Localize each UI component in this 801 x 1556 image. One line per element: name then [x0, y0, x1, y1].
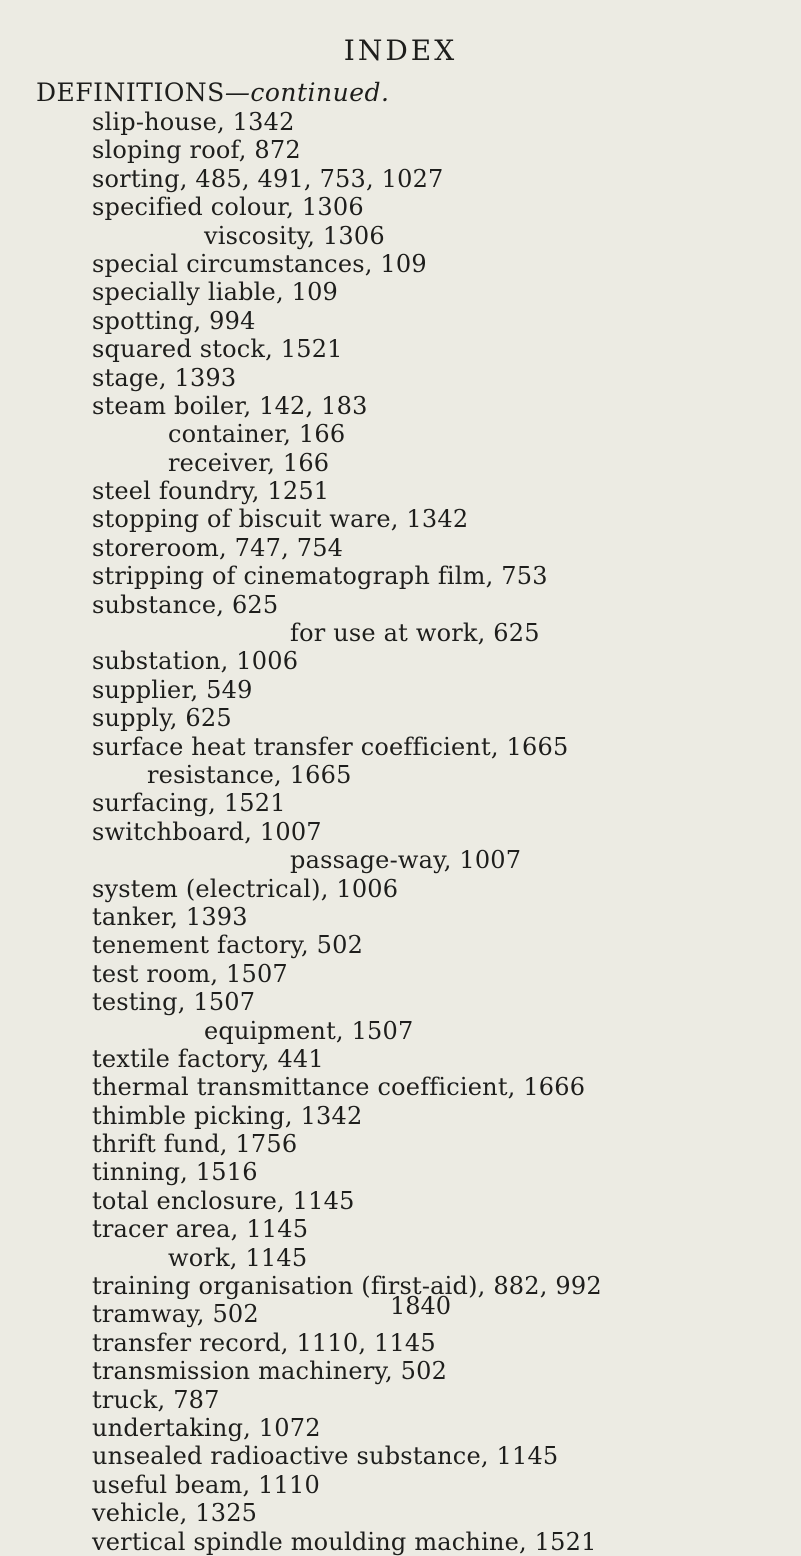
index-entry: container, 166	[168, 420, 346, 449]
index-entry: resistance, 1665	[147, 760, 352, 789]
index-entry: substance, 625	[92, 590, 279, 619]
index-entry: surfacing, 1521	[92, 789, 286, 818]
index-entry: stripping of cinematograph film, 753	[92, 562, 548, 591]
index-entry: equipment, 1507	[204, 1016, 414, 1045]
index-entry: truck, 787	[92, 1385, 220, 1414]
index-entry: tramway, 502	[92, 1300, 259, 1329]
section-continued: —continued.	[224, 78, 390, 107]
index-entry: squared stock, 1521	[92, 335, 343, 364]
index-entry: vertical spindle moulding machine, 1521	[92, 1527, 597, 1556]
index-entry: for use at work, 625	[290, 619, 540, 648]
index-entry: thermal transmittance coefficient, 1666	[92, 1073, 586, 1102]
index-entry: steam boiler, 142, 183	[92, 391, 368, 420]
index-entry: test room, 1507	[92, 959, 288, 988]
index-entry: work, 1145	[168, 1243, 308, 1272]
index-entry: stopping of biscuit ware, 1342	[92, 505, 469, 534]
index-entry: vehicle, 1325	[92, 1499, 258, 1528]
index-entry: tanker, 1393	[92, 902, 248, 931]
index-entries	[92, 108, 792, 1556]
index-entry: transmission machinery, 502	[92, 1357, 448, 1386]
index-entry: tenement factory, 502	[92, 931, 364, 960]
index-entry: viscosity, 1306	[204, 221, 385, 250]
page-header: INDEX	[343, 34, 458, 67]
index-entry: transfer record, 1110, 1145	[92, 1328, 436, 1357]
section-title: DEFINITIONS	[36, 78, 225, 107]
page-number: 1840	[389, 1292, 452, 1320]
index-entry: undertaking, 1072	[92, 1413, 321, 1442]
index-entry: specially liable, 109	[92, 278, 339, 307]
index-entry: surface heat transfer coefficient, 1665	[92, 732, 569, 761]
index-entry: textile factory, 441	[92, 1044, 324, 1073]
index-entry: steel foundry, 1251	[92, 477, 330, 506]
index-entry: spotting, 994	[92, 306, 256, 335]
index-entry: total enclosure, 1145	[92, 1186, 355, 1215]
index-entry: passage-way, 1007	[290, 846, 522, 875]
index-entry: testing, 1507	[92, 988, 256, 1017]
index-entry: useful beam, 1110	[92, 1470, 320, 1499]
index-entry: supply, 625	[92, 704, 232, 733]
index-entry: tinning, 1516	[92, 1158, 258, 1187]
index-entry: stage, 1393	[92, 363, 237, 392]
index-entry: training organisation (first-aid), 882, 992	[92, 1272, 602, 1301]
index-entry: sorting, 485, 491, 753, 1027	[92, 164, 444, 193]
index-entry: thrift fund, 1756	[92, 1130, 298, 1159]
section-heading	[36, 78, 389, 107]
index-entry: supplier, 549	[92, 675, 253, 704]
index-entry: special circumstances, 109	[92, 249, 427, 278]
index-entry: storeroom, 747, 754	[92, 533, 344, 562]
index-entry: unsealed radioactive substance, 1145	[92, 1442, 559, 1471]
index-entry: thimble picking, 1342	[92, 1101, 363, 1130]
index-entry: slip-house, 1342	[92, 108, 295, 136]
index-entry: tracer area, 1145	[92, 1215, 309, 1244]
index-entry: substation, 1006	[92, 647, 299, 676]
index-entry: switchboard, 1007	[92, 817, 322, 846]
index-entry: system (electrical), 1006	[92, 874, 399, 903]
index-entry: receiver, 166	[168, 448, 330, 477]
index-entry: sloping roof, 872	[92, 136, 301, 165]
index-entry: specified colour, 1306	[92, 193, 364, 222]
